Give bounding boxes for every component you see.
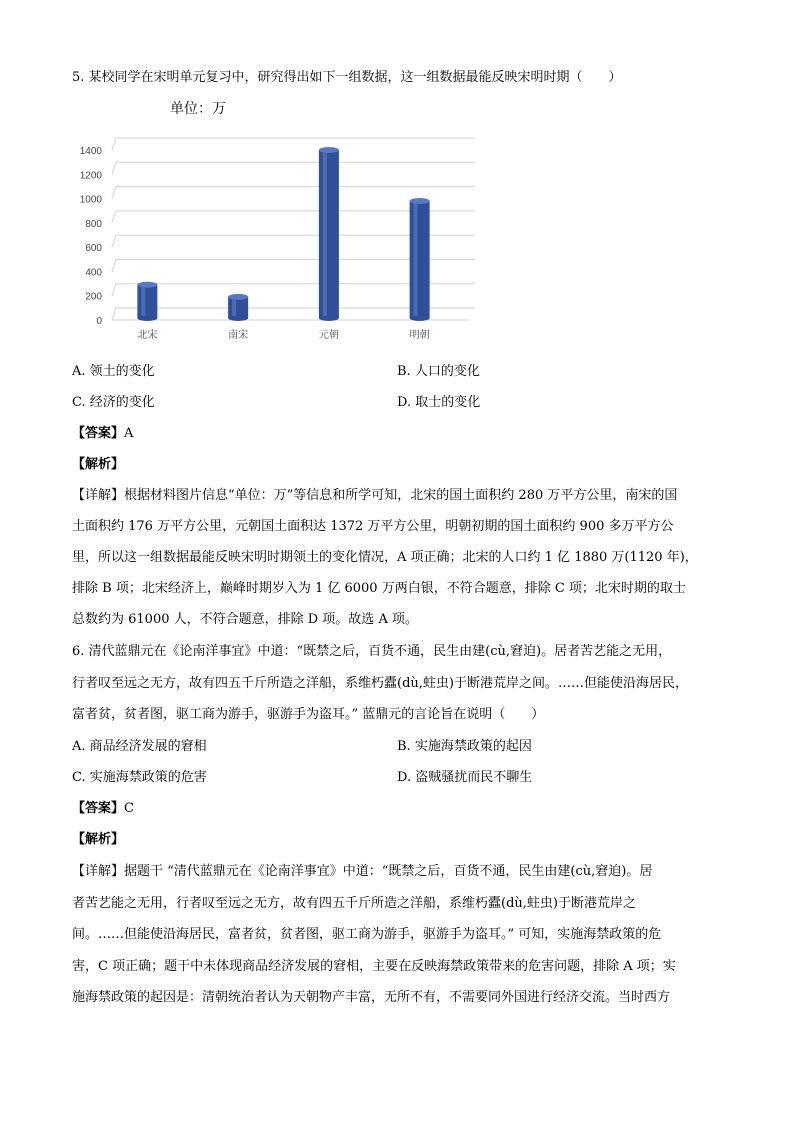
bar	[319, 150, 339, 318]
q5-stem: 5. 某校同学在宋明单元复习中，研究得出如下一组数据，这一组数据最能反映宋明时期（ ）	[72, 70, 622, 85]
q6-option-d: D. 盗贼骚扰而民不聊生	[397, 770, 533, 785]
bar-highlight	[323, 152, 327, 316]
bar-top	[228, 294, 248, 300]
q6-option-b: B. 实施海禁政策的起因	[397, 739, 532, 754]
y-tick-label: 0	[96, 316, 102, 327]
q6-detail-line: 者苦艺能之无用，行者叹至远之无方，故有四五千斤所造之洋船，系维朽蠹(dù,蛀虫)于断港荒岸之	[72, 896, 636, 911]
x-tick-label: 元朝	[318, 330, 339, 341]
q5-option-d: D. 取士的变化	[397, 395, 481, 410]
chart-unit-label: 单位：万	[170, 101, 226, 117]
gridline-depth	[112, 162, 116, 174]
q5-answer	[72, 422, 133, 441]
q6-option-c: C. 实施海禁政策的危害	[72, 770, 207, 785]
bar	[137, 285, 157, 318]
q6-stem-line: 6. 清代蓝鼎元在《论南洋事宜》中道：“既禁之后，百货不通，民生由建(cù,窘迫)。居者苦艺能之无用，	[72, 644, 672, 659]
gridline-depth	[112, 138, 116, 150]
q6-stem-line: 富者贫，贫者图，驱工商为游手，驱游手为盗耳。” 蓝鼎元的言论旨在说明（ ）	[72, 707, 545, 722]
bar	[228, 297, 248, 318]
bar	[410, 201, 430, 318]
q6-answer-value: C	[124, 801, 134, 816]
y-tick-label: 1200	[79, 170, 102, 182]
q5-option-c: C. 经济的变化	[72, 395, 155, 410]
q6-detail-line: 间。……但能使沿海居民，富者贫，贫者图，驱工商为游手，驱游手为盗耳。” 可知，实施海禁政策的危	[72, 927, 662, 942]
bar-base	[410, 315, 430, 321]
gridline-depth	[112, 284, 116, 296]
gridline-depth	[112, 259, 116, 271]
bar-chart	[70, 128, 490, 350]
x-tick-label: 北宋	[137, 330, 158, 341]
y-tick-label: 600	[85, 243, 102, 255]
bar-top	[410, 198, 430, 204]
q5-option-b: B. 人口的变化	[397, 364, 480, 379]
x-tick-label: 南宋	[228, 330, 249, 341]
q5-answer-value: A	[124, 426, 134, 441]
q6-answer	[72, 797, 134, 816]
q6-detail-line: 施海禁政策的起因是：清朝统治者认为天朝物产丰富，无所不有，不需要同外国进行经济交流。当时西方	[72, 990, 671, 1005]
x-tick-label: 明朝	[409, 330, 430, 341]
bar-highlight	[141, 287, 145, 316]
q5-detail-line: 排除 B 项；北宋经济上，巅峰时期岁入为 1 亿 6000 万两白银，不符合题意，排除 C 项；北宋时期的取士	[72, 581, 686, 596]
q5-detail-line: 里，所以这一组数据最能反映宋明时期领土的变化情况，A 项正确；北宋的人口约 1 亿 1880 万(1120 年)，	[72, 550, 698, 565]
q5-analysis-tag: 【解析】	[72, 457, 125, 472]
q6-answer-tag: 【答案】	[72, 801, 125, 816]
bar-highlight	[232, 299, 236, 316]
y-tick-label: 800	[85, 218, 102, 230]
y-tick-label: 1400	[79, 146, 102, 157]
gridline-depth	[112, 308, 116, 320]
bar-highlight	[414, 203, 418, 316]
q5-answer-tag: 【答案】	[72, 426, 125, 441]
bar-base	[319, 315, 339, 321]
bar-top	[137, 282, 157, 288]
y-tick-label: 400	[85, 267, 102, 279]
q5-detail-line: 土面积约 176 万平方公里，元朝国土面积达 1372 万平方公里，明朝初期的国土面积约 900 多万平方公	[72, 519, 674, 534]
q6-analysis-tag: 【解析】	[72, 832, 125, 847]
q6-detail-line: 【详解】据题干 “清代蓝鼎元在《论南洋事宜》中道：“既禁之后，百货不通，民生由建(cù,窘迫)。居	[72, 864, 653, 879]
bar-base	[228, 315, 248, 321]
y-tick-label: 200	[85, 291, 102, 303]
q6-option-a: A. 商品经济发展的窘相	[72, 739, 207, 754]
gridline-depth	[112, 187, 116, 199]
q6-stem-line: 行者叹至远之无方，故有四五千斤所造之洋船，系维朽蠹(dù,蛀虫)于断港荒岸之间。……但能使沿海居民，	[72, 676, 688, 691]
q5-option-a: A. 领土的变化	[72, 364, 155, 379]
q5-detail-line: 【详解】根据材料图片信息“单位：万”等信息和所学可知，北宋的国土面积约 280 万平方公里，南宋的国	[72, 488, 678, 503]
q5-detail-line: 总数约为 61000 人，不符合题意，排除 D 项。故选 A 项。	[72, 612, 418, 627]
q6-detail-line: 害，C 项正确；题干中未体现商品经济发展的窘相，主要在反映海禁政策带来的危害问题，排除 A 项；实	[72, 959, 676, 974]
gridline-depth	[112, 211, 116, 223]
bar-base	[137, 315, 157, 321]
gridline-depth	[112, 235, 116, 247]
bar-top	[319, 147, 339, 153]
y-tick-label: 1000	[79, 194, 102, 206]
